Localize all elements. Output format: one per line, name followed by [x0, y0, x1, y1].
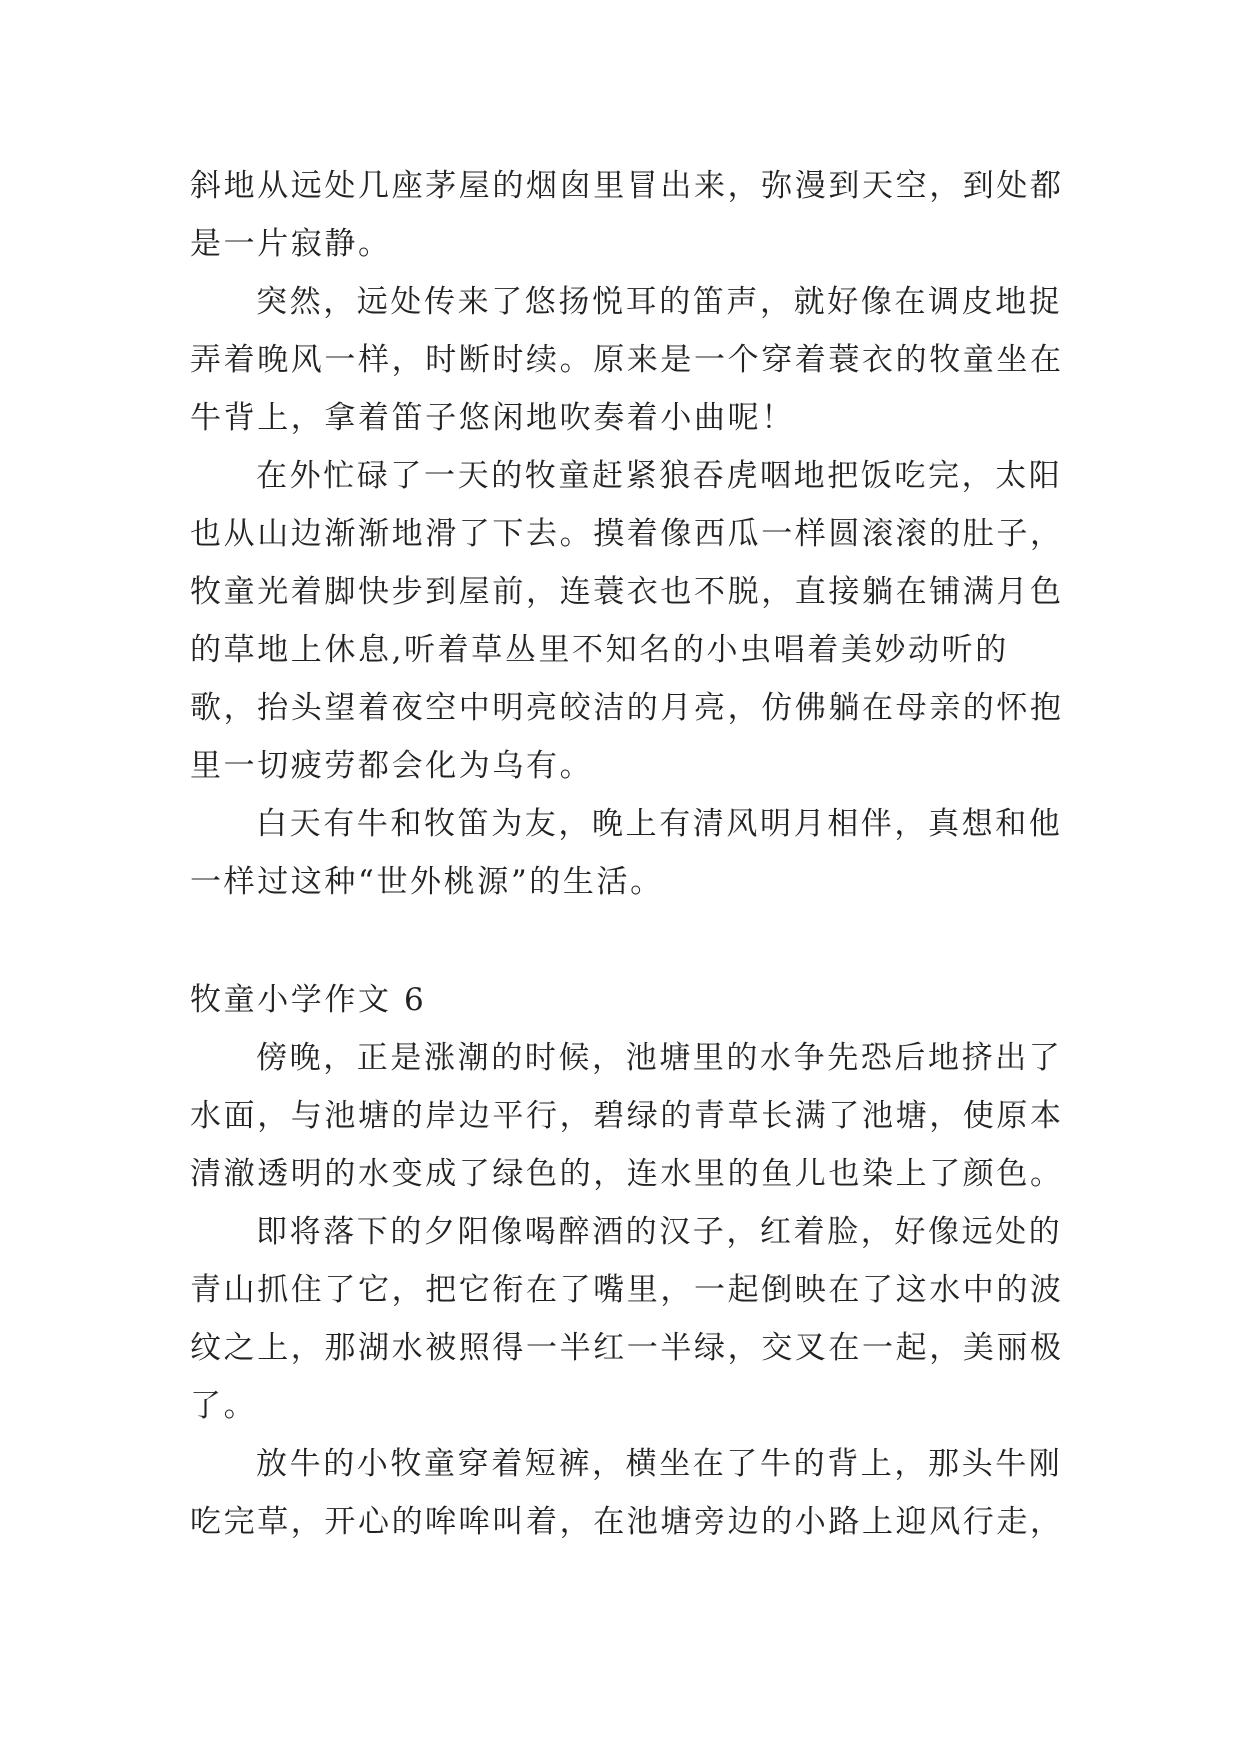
document-body	[190, 157, 1070, 1551]
paragraph: 在外忙碌了一天的牧童赶紧狼吞虎咽地把饭吃完，太阳也从山边渐渐地滑了下去。摸着像西瓜一样圆滚滚的肚子，牧童光着脚快步到屋前，连蓑衣也不脱，直接躺在铺满月色的草地上休息,听着草丛里不知名的小虫唱着美妙动听的歌，抬头望着夜空中明亮皎洁的月亮，仿佛躺在母亲的怀抱里一切疲劳都会化为乌有。	[190, 458, 1064, 784]
paragraph: 即将落下的夕阳像喝醉酒的汉子，红着脸，好像远处的青山抓住了它，把它衔在了嘴里，一起倒映在了这水中的波纹之上，那湖水被照得一半红一半绿，交叉在一起，美丽极了。	[190, 1214, 1064, 1424]
paragraph: 斜地从远处几座茅屋的烟囱里冒出来，弥漫到天空，到处都是一片寂静。	[190, 168, 1064, 262]
paragraph: 放牛的小牧童穿着短裤，横坐在了牛的背上，那头牛刚吃完草，开心的哞哞叫着，在池塘旁边的小路上迎风行走，	[190, 1446, 1064, 1540]
paragraph: 傍晚，正是涨潮的时候，池塘里的水争先恐后地挤出了水面，与池塘的岸边平行，碧绿的青草长满了池塘，使原本清澈透明的水变成了绿色的，连水里的鱼儿也染上了颜色。	[190, 1040, 1064, 1192]
paragraph: 白天有牛和牧笛为友，晚上有清风明月相伴，真想和他一样过这种“世外桃源”的生活。	[190, 806, 1063, 900]
paragraph: 突然，远处传来了悠扬悦耳的笛声，就好像在调皮地捉弄着晚风一样，时断时续。原来是一个穿着蓑衣的牧童坐在牛背上，拿着笛子悠闲地吹奏着小曲呢！	[190, 284, 1064, 436]
section-title: 牧童小学作文 6	[190, 982, 427, 1018]
